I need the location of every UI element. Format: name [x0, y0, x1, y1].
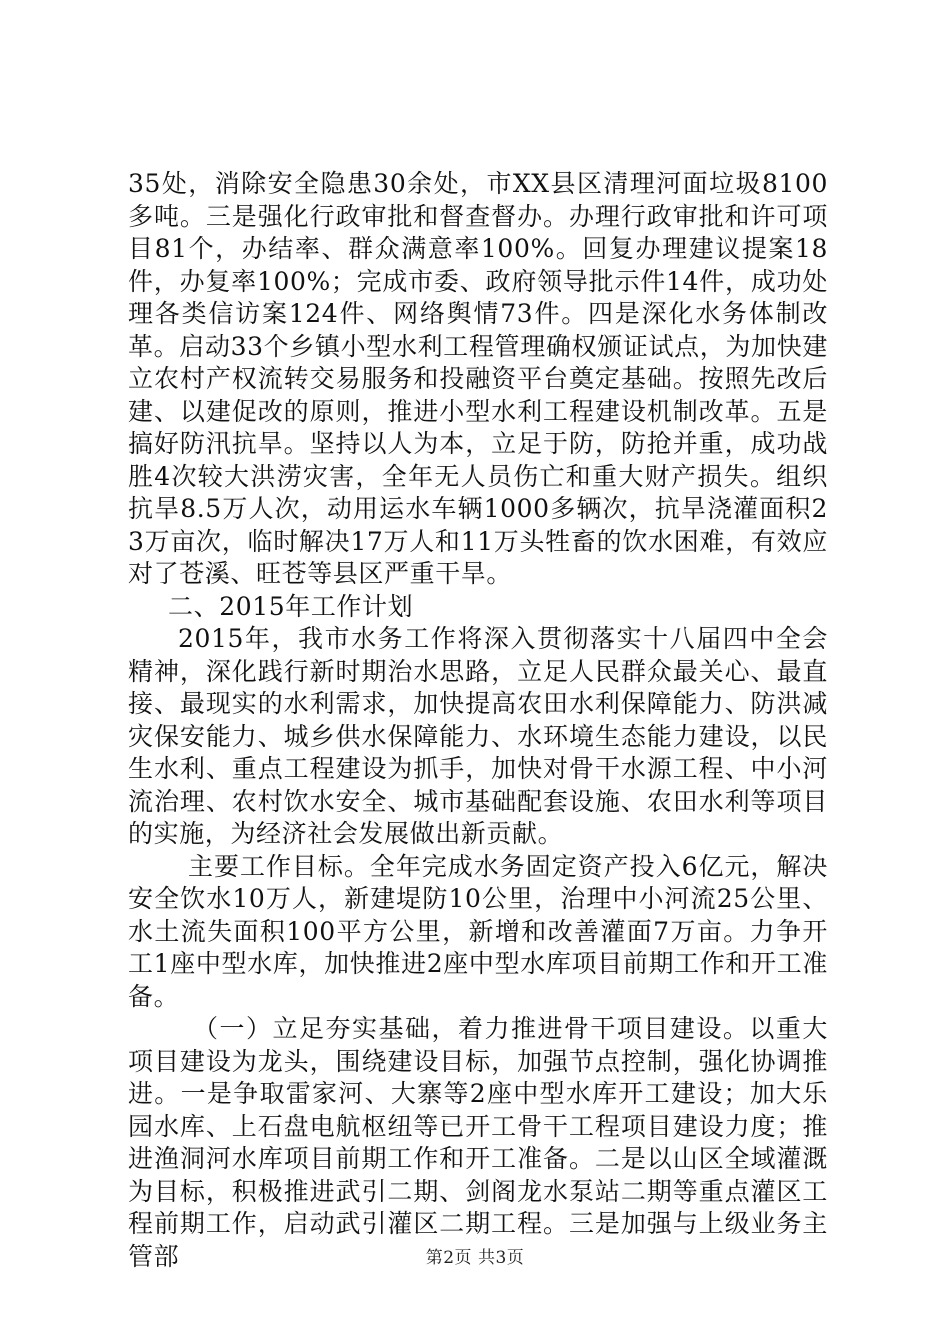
paragraph-2015-overview: 2015年，我市水务工作将深入贯彻落实十八届四中全会精神，深化践行新时期治水思路，立足人民群众最关心、最直接、最现实的水利需求，加快提高农田水利保障能力、防洪减灾保安能力、城乡供水保障能力、水环境生态能力建设，以民生水利、重点工程建设为抓手，加快对骨干水源工程、中小河流治理、农村饮水安全、城市基础配套设施、农田水利等项目的实施，为经济社会发展做出新贡献。 [128, 624, 828, 848]
paragraph-main-goals: 主要工作目标。全年完成水务固定资产投入6亿元，解决安全饮水10万人，新建堤防10公里，治理中小河流25公里、水土流失面积100平方公里，新增和改善灌面7万亩。力争开工1座中型水库，加快推进2座中型水库项目前期工作和开工准备。 [128, 851, 828, 1011]
paragraph-section-one: （一）立足夯实基础，着力推进骨干项目建设。以重大项目建设为龙头，围绕建设目标，加强节点控制，强化协调推进。一是争取雷家河、大寨等2座中型水库开工建设；加大乐园水库、上石盘电航枢纽等已开工骨干工程项目建设力度；推进渔洞河水库项目前期工作和开工准备。二是以山区全域灌溉为目标，积极推进武引二期、剑阁龙水泵站二期等重点灌区工程前期工作，启动武引灌区二期工程。三是加强与上级业务主管部 [128, 1014, 828, 1271]
document-body [128, 168, 828, 1273]
section-heading-2015-plan: 二、2015年工作计划 [168, 591, 414, 621]
page-footer: 第2页 共3页 [425, 1248, 525, 1268]
paragraph-summary-continued: 35处，消除安全隐患30余处，市XX县区清理河面垃圾8100多吨。三是强化行政审批和督查督办。办理行政审批和许可项目81个，办结率、群众满意率100%。回复办理建议提案18件，办复率100%；完成市委、政府领导批示件14件，成功处理各类信访案124件、网络舆情73件。四是深化水务体制改革。启动33个乡镇小型水利工程管理确权颁证试点，为加快建立农村产权流转交易服务和投融资平台奠定基础。按照先改后建、以建促改的原则，推进小型水利工程建设机制改革。五是搞好防汛抗旱。坚持以人为本，立足于防，防抢并重，成功战胜4次较大洪涝灾害，全年无人员伤亡和重大财产损失。组织抗旱8.5万人次，动用运水车辆1000多辆次，抗旱浇灌面积23万亩次，临时解决17万人和11万头牲畜的饮水困难，有效应对了苍溪、旺苍等县区严重干旱。 [128, 169, 828, 588]
